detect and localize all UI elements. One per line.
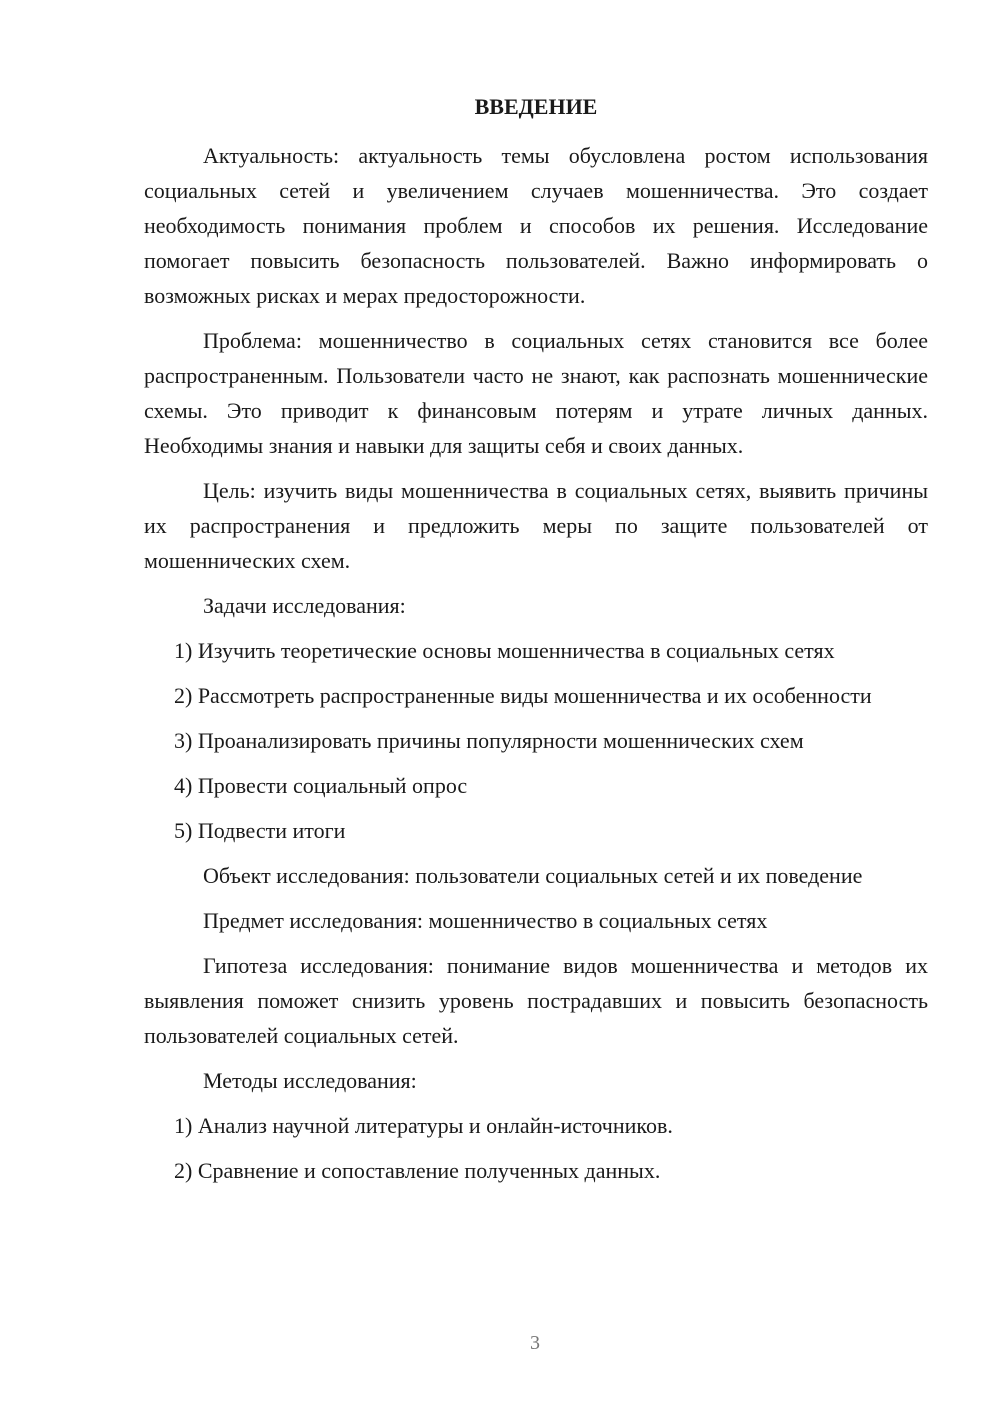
tasks-heading: Задачи исследования:: [203, 593, 406, 618]
task-item: 5) Подвести итоги: [174, 818, 346, 843]
task-item: 2) Рассмотреть распространенные виды мошенничества и их особенности: [174, 683, 872, 708]
method-item: 1) Анализ научной литературы и онлайн-источников.: [174, 1113, 673, 1138]
task-item: 1) Изучить теоретические основы мошенничества в социальных сетях: [174, 638, 835, 663]
page-content: [144, 92, 928, 1198]
page-number: 3: [530, 1332, 540, 1354]
hypothesis-paragraph: Гипотеза исследования: понимание видов мошенничества и методов их выявления поможет снизить уровень пострадавших и повысить безопасность пользователей социальных сетей.: [144, 953, 928, 1048]
methods-heading: Методы исследования:: [203, 1068, 417, 1093]
page-title: ВВЕДЕНИЕ: [474, 94, 598, 119]
object-paragraph: Объект исследования: пользователи социальных сетей и их поведение: [203, 863, 863, 888]
method-item: 2) Сравнение и сопоставление полученных данных.: [174, 1158, 661, 1183]
task-item: 3) Проанализировать причины популярности мошеннических схем: [174, 728, 804, 753]
relevance-paragraph: Актуальность: актуальность темы обусловлена ростом использования социальных сетей и увеличением случаев мошенничества. Это создает необходимость понимания проблем и способов их решения. Исследование помогает повысить безопасность пользователей. Важно информировать о возможных рисках и мерах предосторожности.: [144, 143, 928, 308]
goal-paragraph: Цель: изучить виды мошенничества в социальных сетях, выявить причины их распространения и предложить меры по защите пользователей от мошеннических схем.: [144, 478, 928, 573]
subject-paragraph: Предмет исследования: мошенничество в социальных сетях: [203, 908, 768, 933]
problem-paragraph: Проблема: мошенничество в социальных сетях становится все более распространенным. Пользователи часто не знают, как распознать мошеннические схемы. Это приводит к финансовым потерям и утрате личных данных. Необходимы знания и навыки для защиты себя и своих данных.: [144, 328, 928, 458]
task-item: 4) Провести социальный опрос: [174, 773, 468, 798]
